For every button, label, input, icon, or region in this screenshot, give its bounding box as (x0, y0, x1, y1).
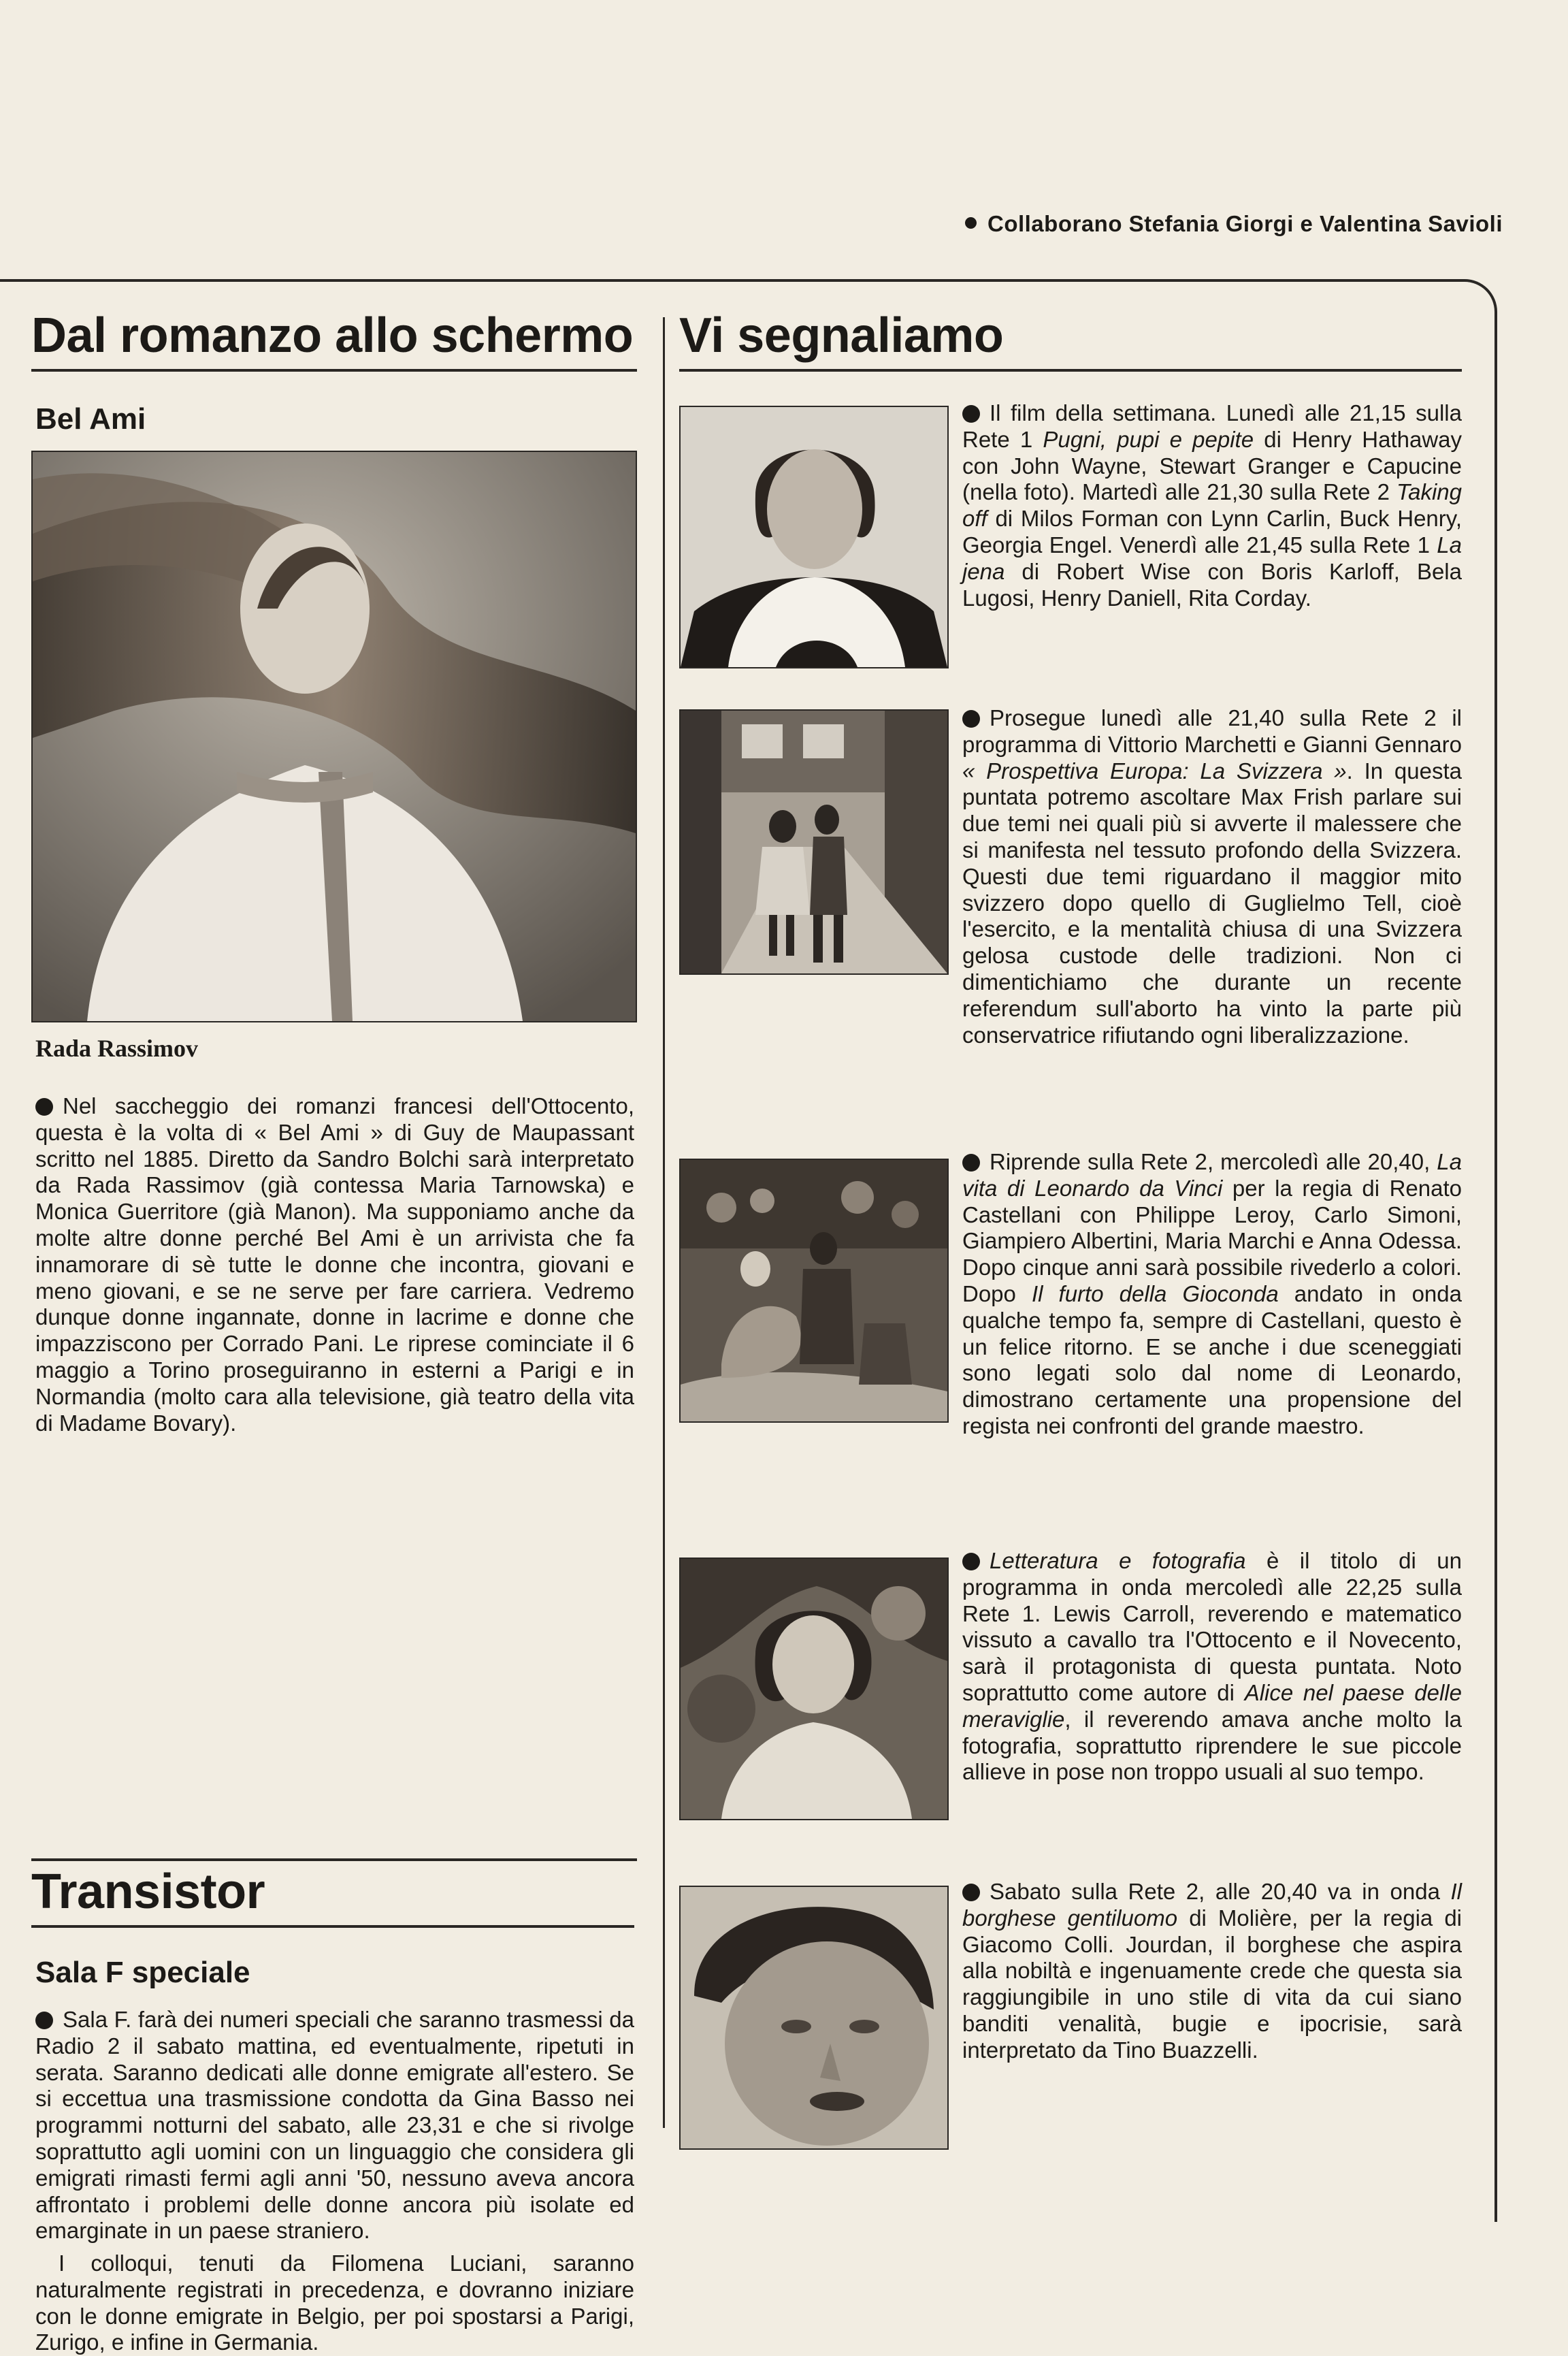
bullet-icon (965, 217, 977, 229)
photo-capucine-image (681, 407, 947, 667)
photo-alice-girl-image (681, 1559, 947, 1819)
photo-caption: Rada Rassimov (35, 1035, 199, 1062)
photo-tino-buazzelli-image (681, 1887, 947, 2148)
item-4-title-alice: Alice nel paese delle meraviglie (962, 1679, 1462, 1732)
item-film-settimana (962, 400, 1462, 611)
credits-text: Collaborano Stefania Giorgi e Valentina Savioli (987, 211, 1503, 236)
photo-rada-rassimov-image (33, 452, 636, 1021)
item-4-title: Letteratura e fotografia (990, 1548, 1246, 1573)
item-1-title-taking-off: Taking off (962, 479, 1462, 532)
item-5-text-b: di Molière, per la regia di Giacomo Colli. Jourdan, il borghese che aspira alla nobiltà e ingenuamente crede che questa sia raggiungibile in uno stile di vita da cui siano banditi venalità, bugie e ipocrisie, sarà interpretato da Tino Buazzelli. (962, 1905, 1463, 2063)
article-sala-f-paragraph-2: I colloqui, tenuti da Filomena Luciani, saranno naturalmente registrati in precedenza, e dovranno iniziare con le donne emigrate in Belgio, per poi spostarsi a Parigi, Zurigo, e infine in Germania. (35, 2250, 634, 2355)
item-3-text-a: Riprende sulla Rete 2, mercoledì alle 20,40, (990, 1149, 1437, 1174)
article-bel-ami (35, 1093, 634, 1436)
subheading-sala-f: Sala F speciale (35, 1956, 250, 1989)
item-4-text-b: , il reverendo amava anche molto la fotografia, soprattutto riprendere le sue piccole allieve in pose non troppo usuali al suo tempo. (962, 1706, 1462, 1785)
item-1-text-d: di Robert Wise con Boris Karloff, Bela Lugosi, Henry Daniell, Rita Corday. (962, 558, 1462, 611)
item-1-text-c: di Milos Forman con Lynn Carlin, Buck Henry, Georgia Engel. Venerdì alle 21,45 sulla Rete 1 (962, 506, 1462, 558)
bullet-icon (962, 710, 980, 728)
bullet-icon (962, 1553, 980, 1570)
bullet-icon (35, 1098, 53, 1116)
item-4-text-a: è il titolo di un programma in onda mercoledì alle 22,25 sulla Rete 1. Lewis Carroll, reverendo e matematico vissuto a cavallo tra l'Ottocento e il Novecento, sarà il protagonista di questa puntata. Noto soprattutto come autore di (962, 1548, 1462, 1705)
section-heading-romanzo: Dal romanzo allo schermo (31, 305, 637, 372)
item-1-text-a: Il film della settimana. Lunedì alle 21,15 sulla Rete 1 (962, 400, 1462, 452)
photo-alice-girl (679, 1558, 949, 1820)
article-sala-f (35, 2007, 634, 2244)
item-2-text-a: Prosegue lunedì alle 21,40 sulla Rete 2 il programma di Vittorio Marchetti e Gianni Gennaro (962, 705, 1462, 757)
item-5-text-a: Sabato sulla Rete 2, alle 20,40 va in onda (990, 1879, 1451, 1904)
item-3-text-b: per la regia di Renato Castellani con Philippe Leroy, Carlo Simoni, Giampiero Albertini, Maria Marchi e Anna Odessa. Dopo cinque anni sarà possibile rivederlo a colori. Dopo (962, 1175, 1462, 1306)
item-letteratura-fotografia (962, 1548, 1462, 1786)
photo-leonardo-da-vinci-image (681, 1160, 947, 1421)
item-1-title-pugni: Pugni, pupi e pepite (1043, 426, 1254, 452)
photo-tino-buazzelli (679, 1886, 949, 2150)
article-sala-f-text: Sala F. farà dei numeri speciali che saranno trasmessi da Radio 2 il sabato mattina, ed eventualmente, ripetuti in serata. Saranno dedicati alle donne emigrate all'estero. Se si eccettua una trasmissione condotta da Gina Basso nei programmi notturni del sabato, alle 23,31 e che si rivolge soprattutto agli uomini con un linguaggio che considera gli emigrati rimasti fermi agli anni '50, nessuno aveva ancora affrontato i problemi delle donne ancora più isolate ed emarginate in un paese straniero. (35, 2007, 634, 2244)
section-heading-segnaliamo: Vi segnaliamo (679, 305, 1462, 372)
photo-capucine (679, 406, 949, 668)
item-3-title-gioconda: Il furto della Gioconda (1031, 1280, 1279, 1306)
photo-rada-rassimov (31, 451, 637, 1022)
item-2-title: « Prospettiva Europa: La Svizzera » (962, 758, 1347, 784)
item-1-title-la-jena: La jena (962, 532, 1462, 584)
item-3-text-c: andato in onda qualche tempo fa, sempre di Castellani, questo è un felice ritorno. E se anche i due sceneggiati sono legati solo dal nome di Leonardo, dimostrano certamente una propensione del regista nei confronti del grande maestro. (962, 1280, 1462, 1438)
item-leonardo (962, 1149, 1462, 1440)
bullet-icon (35, 2012, 53, 2029)
right-column (679, 305, 1463, 2063)
photo-svizzera-street-image (681, 711, 947, 973)
left-column (31, 305, 637, 2355)
bullet-icon (962, 1884, 980, 1901)
item-borghese-gentiluomo (962, 1879, 1462, 2064)
photo-svizzera-street (679, 709, 949, 975)
bullet-icon (962, 1154, 980, 1172)
photo-leonardo-da-vinci (679, 1159, 949, 1423)
bullet-icon (962, 405, 980, 423)
item-5-title: Il borghese gentiluomo (962, 1879, 1462, 1931)
item-1-text-b: di Henry Hathaway con John Wayne, Stewart Granger e Capucine (nella foto). Martedì alle 21,30 sulla Rete 2 (962, 426, 1462, 505)
credits-line (965, 211, 1503, 237)
column-divider (663, 317, 665, 2128)
item-2-text-b: . In questa puntata potremo ascoltare Max Frish parlare sui due temi nei quali più si avverte il malessere che si manifesta nel tessuto profondo della Svizzera. Questi due temi riguardano il maggior mito svizzero dopo quello di Guglielmo Tell, cioè l'esercito, e la mentalità chiusa di una Svizzera gelosa custode delle tradizioni. Non ci dimentichiamo che durante un recente referendum sull'aborto ha vinto la parte più conservatrice rifiutando ogni liberalizzazione. (962, 758, 1463, 1048)
section-heading-transistor: Transistor (31, 1861, 634, 1928)
item-3-title-leonardo: La vita di Leonardo da Vinci (962, 1149, 1462, 1201)
article-bel-ami-text: Nel saccheggio dei romanzi francesi dell'Ottocento, questa è la volta di « Bel Ami » di Guy de Maupassant scritto nel 1885. Diretto da Sandro Bolchi sarà interpretato da Rada Rassimov (già contessa Maria Tarnowska) e Monica Guerritore (già Manon). Ma supponiamo anche da molte altre donne perché Bel Ami è un arrivista che fa innamorare di sè tutte le donne che incontra, giovani e meno giovani, e se ne serve per fare carriera. Vedremo dunque donne ingannate, donne in lacrime e donne che impazziscono per Corrado Pani. Le riprese cominciate il 6 maggio a Torino proseguiranno in esterni a Parigi e in Normandia (molto cara alla televisione, già teatro della vita di Madame Bovary). (35, 1093, 634, 1436)
item-prospettiva-europa (962, 705, 1462, 1048)
subheading-bel-ami: Bel Ami (35, 402, 146, 436)
